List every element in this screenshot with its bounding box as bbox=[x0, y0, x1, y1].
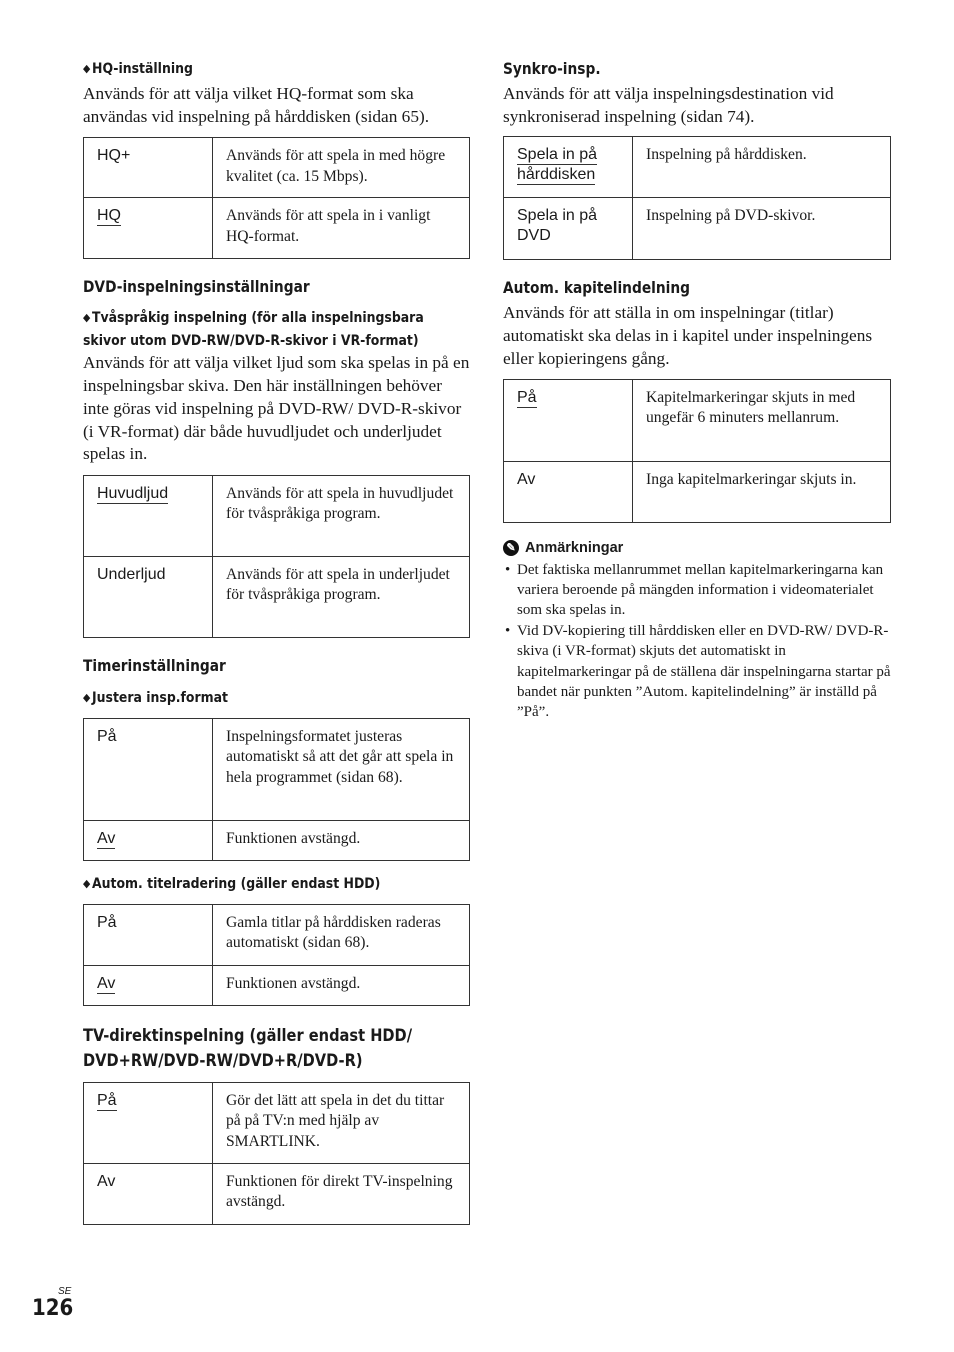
table-row bbox=[84, 1082, 470, 1163]
left-column bbox=[83, 58, 470, 1225]
table-row bbox=[504, 461, 891, 522]
diamond-icon: ◆ bbox=[83, 62, 91, 75]
format-table bbox=[83, 718, 470, 861]
table-row bbox=[84, 198, 470, 259]
synkro-heading: Synkro-insp. bbox=[503, 59, 601, 78]
table-row bbox=[504, 137, 891, 198]
option-key: Spela in på DVD bbox=[504, 198, 633, 260]
option-key: På bbox=[84, 1082, 213, 1163]
option-key: På bbox=[84, 718, 213, 820]
option-key: HQ+ bbox=[84, 138, 213, 198]
list-item: • Vid DV-kopiering till hårddisken eller en DVD-RW/ DVD-R-skiva (i VR-format) skjuts det automatiskt in kapitelmarkeringar på de ställena där inspelningarna startar på bandet när punkten ”Autom. kapitelindelning” är inställd på ”På”. bbox=[503, 621, 891, 723]
option-key: På bbox=[84, 904, 213, 965]
timer-section bbox=[83, 655, 470, 1006]
option-value: Inspelning på DVD-skivor. bbox=[633, 198, 891, 260]
timer-heading: Timerinställningar bbox=[83, 655, 226, 675]
hq-text: Används för att välja vilket HQ-format som ska användas vid inspelning på hårddisken (sidan 65). bbox=[83, 84, 430, 126]
option-value: Funktionen avstängd. bbox=[213, 820, 470, 860]
option-value: Inspelningsformatet justeras automatiskt så att det går att spela in hela programmet (sidan 68). bbox=[213, 718, 470, 820]
notes-heading: ✎ Anmärkningar bbox=[503, 540, 891, 556]
table-row bbox=[84, 1163, 470, 1224]
format-heading: ◆ Justera insp.format bbox=[83, 689, 229, 706]
dvd-table bbox=[83, 475, 470, 638]
option-value: Kapitelmarkeringar skjuts in med ungefär 6 minuters mellanrum. bbox=[633, 379, 891, 461]
option-value: Gör det lätt att spela in det du tittar på på TV:n med hjälp av SMARTLINK. bbox=[213, 1082, 470, 1163]
option-key: Av bbox=[84, 965, 213, 1005]
list-item: • Det faktiska mellanrummet mellan kapitelmarkeringarna kan variera beroende på mängden information i videomaterialet som ska spelas in. bbox=[503, 560, 891, 621]
option-value: Används för att spela in underljudet för tvåspråkiga program. bbox=[213, 556, 470, 637]
option-value: Funktionen för direkt TV-inspelning avstängd. bbox=[213, 1163, 470, 1224]
chapter-text: Används för att ställa in om inspelningar (titlar) automatiskt ska delas in i kapitel under inspelningens eller kopieringens gång. bbox=[503, 303, 873, 368]
option-value: Används för att spela in huvudljudet för tvåspråkiga program. bbox=[213, 475, 470, 556]
hq-heading: ◆ HQ-inställning bbox=[83, 61, 193, 77]
tvdirect-section bbox=[83, 1024, 470, 1225]
hq-section bbox=[83, 58, 470, 259]
page-number: 126 bbox=[32, 1296, 74, 1321]
table-row bbox=[504, 379, 891, 461]
table-row bbox=[84, 556, 470, 637]
option-key: Av bbox=[84, 820, 213, 860]
synkro-text: Används för att välja inspelningsdestination vid synkroniserad inspelning (sidan 74). bbox=[503, 84, 834, 126]
hq-table bbox=[83, 137, 470, 259]
table-row bbox=[84, 965, 470, 1005]
delete-table bbox=[83, 904, 470, 1006]
option-key: Spela in på hårddisken bbox=[504, 137, 633, 198]
option-value: Används för att spela in med högre kvalitet (ca. 15 Mbps). bbox=[213, 138, 470, 198]
table-row bbox=[84, 475, 470, 556]
option-key: På bbox=[504, 379, 633, 461]
option-value: Används för att spela in i vanligt HQ-format. bbox=[213, 198, 470, 259]
chapter-table bbox=[503, 379, 891, 523]
synkro-section bbox=[503, 58, 891, 260]
tvdirect-heading-line2: DVD+RW/DVD-RW/DVD+R/DVD-R) bbox=[83, 1050, 363, 1071]
dvd-heading: DVD-inspelningsinställningar bbox=[83, 277, 310, 297]
table-row bbox=[504, 198, 891, 260]
notes-section bbox=[503, 540, 891, 723]
option-key: Huvudljud bbox=[84, 475, 213, 556]
tvdirect-heading-line1: TV-direktinspelning (gäller endast HDD/ bbox=[83, 1025, 413, 1046]
table-row bbox=[84, 904, 470, 965]
diamond-icon: ◆ bbox=[83, 876, 91, 890]
notes-list bbox=[503, 560, 891, 723]
chapter-section bbox=[503, 277, 891, 522]
synkro-table bbox=[503, 136, 891, 260]
table-row bbox=[84, 820, 470, 860]
table-row bbox=[84, 138, 470, 198]
tvdirect-table bbox=[83, 1082, 470, 1225]
region-code: SE bbox=[58, 1286, 72, 1297]
diamond-icon: ◆ bbox=[83, 311, 91, 325]
chapter-heading: Autom. kapitelindelning bbox=[503, 278, 691, 298]
table-row bbox=[84, 718, 470, 820]
dvd-section bbox=[83, 276, 470, 638]
option-value: Gamla titlar på hårddisken raderas automatiskt (sidan 68). bbox=[213, 904, 470, 965]
option-key: HQ bbox=[84, 198, 213, 259]
option-value: Inspelning på hårddisken. bbox=[633, 137, 891, 198]
option-value: Funktionen avstängd. bbox=[213, 965, 470, 1005]
option-value: Inga kapitelmarkeringar skjuts in. bbox=[633, 461, 891, 522]
option-key: Underljud bbox=[84, 556, 213, 637]
note-icon: ✎ bbox=[503, 540, 519, 556]
delete-heading: ◆ Autom. titelradering (gäller endast HDD) bbox=[83, 875, 381, 892]
diamond-icon: ◆ bbox=[83, 690, 91, 704]
bilingual-heading: ◆ Tvåspråkig inspelning (för alla inspelningsbara skivor utom DVD-RW/DVD-R-skivor i VR-format) bbox=[83, 310, 424, 350]
dvd-text: Används för att välja vilket ljud som ska spelas in på en inspelningsbar skiva. Den här inställningen behöver inte göras vid inspelning på DVD-RW/ DVD-R-skivor (i VR-format) där både huvudljudet och underljudet spelas in. bbox=[83, 353, 470, 464]
right-column bbox=[503, 58, 891, 723]
option-key: Av bbox=[504, 461, 633, 522]
option-key: Av bbox=[84, 1163, 213, 1224]
